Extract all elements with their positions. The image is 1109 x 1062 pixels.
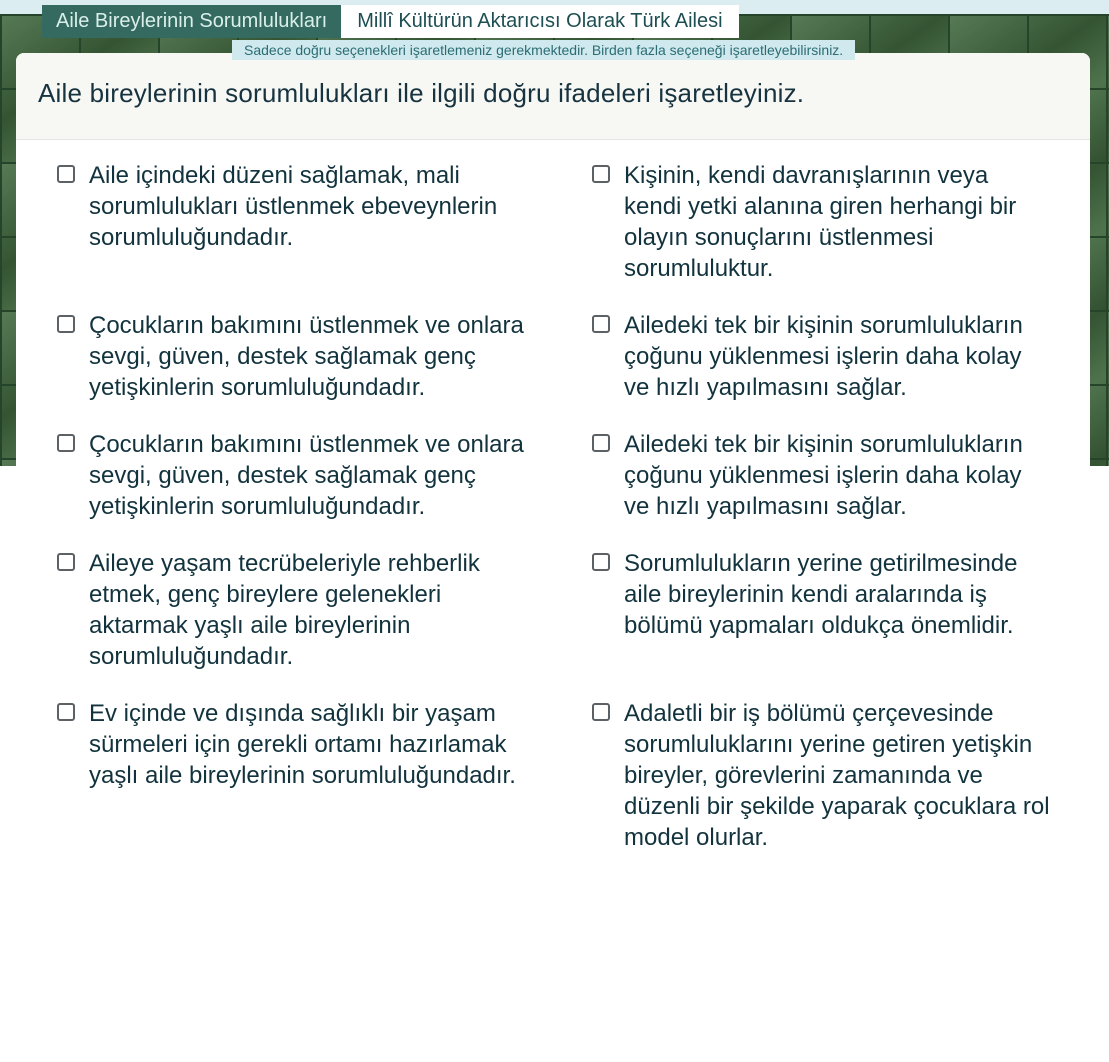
tab-bar: [42, 5, 739, 38]
checkbox-icon[interactable]: [592, 315, 610, 333]
question-card: [16, 53, 1090, 1062]
option-2[interactable]: [592, 160, 1050, 284]
option-4[interactable]: [592, 310, 1050, 403]
page-title: Aile bireylerinin sorumlulukları ile ilgili doğru ifadeleri işaretleyiniz.: [38, 78, 805, 108]
option-6[interactable]: [592, 429, 1050, 522]
checkbox-icon[interactable]: [57, 315, 75, 333]
instruction-text: Sadece doğru seçenekleri işaretlemeniz gerekmektedir. Birden fazla seçeneği işaretleyebilirsiniz.: [232, 40, 855, 60]
option-8[interactable]: [592, 548, 1050, 672]
option-label: Aileye yaşam tecrübeleriyle rehberlik etmek, genç bireylere gelenekleri aktarmak yaşlı aile bireylerinin sorumluluğundadır.: [89, 550, 480, 670]
tab-milli-kulturun-aktaricisi[interactable]: Millî Kültürün Aktarıcısı Olarak Türk Ailesi: [341, 5, 738, 38]
option-label: Sorumlulukların yerine getirilmesinde aile bireylerinin kendi aralarında iş bölümü yapmaları oldukça önemlidir.: [624, 550, 1018, 639]
option-label: Aile içindeki düzeni sağlamak, mali sorumlulukları üstlenmek ebeveynlerin sorumluluğundadır.: [89, 162, 498, 251]
option-label: Çocukların bakımını üstlenmek ve onlara sevgi, güven, destek sağlamak genç yetişkinlerin sorumluluğundadır.: [89, 312, 524, 401]
checkbox-icon[interactable]: [592, 165, 610, 183]
checkbox-icon[interactable]: [57, 703, 75, 721]
checkbox-icon[interactable]: [592, 703, 610, 721]
checkbox-icon[interactable]: [57, 165, 75, 183]
checkbox-icon[interactable]: [57, 434, 75, 452]
option-10[interactable]: [592, 698, 1050, 853]
option-3[interactable]: [57, 310, 530, 403]
tab-aile-bireylerinin-sorumluluklari[interactable]: Aile Bireylerinin Sorumlulukları: [42, 5, 341, 38]
option-label: Ev içinde ve dışında sağlıklı bir yaşam sürmeleri için gerekli ortamı hazırlamak yaşlı aile bireylerinin sorumluluğundadır.: [89, 700, 516, 789]
question-header: [16, 53, 1090, 140]
option-label: Ailedeki tek bir kişinin sorumlulukların çoğunu yüklenmesi işlerin daha kolay ve hızlı yapılmasını sağlar.: [624, 312, 1023, 401]
checkbox-icon[interactable]: [592, 434, 610, 452]
option-label: Adaletli bir iş bölümü çerçevesinde sorumluluklarını yerine getiren yetişkin bireyler, görevlerini zamanında ve düzenli bir şekilde yaparak çocuklara rol model olurlar.: [624, 700, 1050, 851]
checkbox-icon[interactable]: [592, 553, 610, 571]
checkbox-icon[interactable]: [57, 553, 75, 571]
option-9[interactable]: [57, 698, 530, 853]
option-5[interactable]: [57, 429, 530, 522]
option-label: Kişinin, kendi davranışlarının veya kendi yetki alanına giren herhangi bir olayın sonuçlarını üstlenmesi sorumluluktur.: [624, 162, 1017, 282]
options-list: [16, 140, 1090, 853]
option-label: Çocukların bakımını üstlenmek ve onlara sevgi, güven, destek sağlamak genç yetişkinlerin sorumluluğundadır.: [89, 431, 524, 520]
option-7[interactable]: [57, 548, 530, 672]
option-label: Ailedeki tek bir kişinin sorumlulukların çoğunu yüklenmesi işlerin daha kolay ve hızlı yapılmasını sağlar.: [624, 431, 1023, 520]
option-1[interactable]: [57, 160, 530, 284]
